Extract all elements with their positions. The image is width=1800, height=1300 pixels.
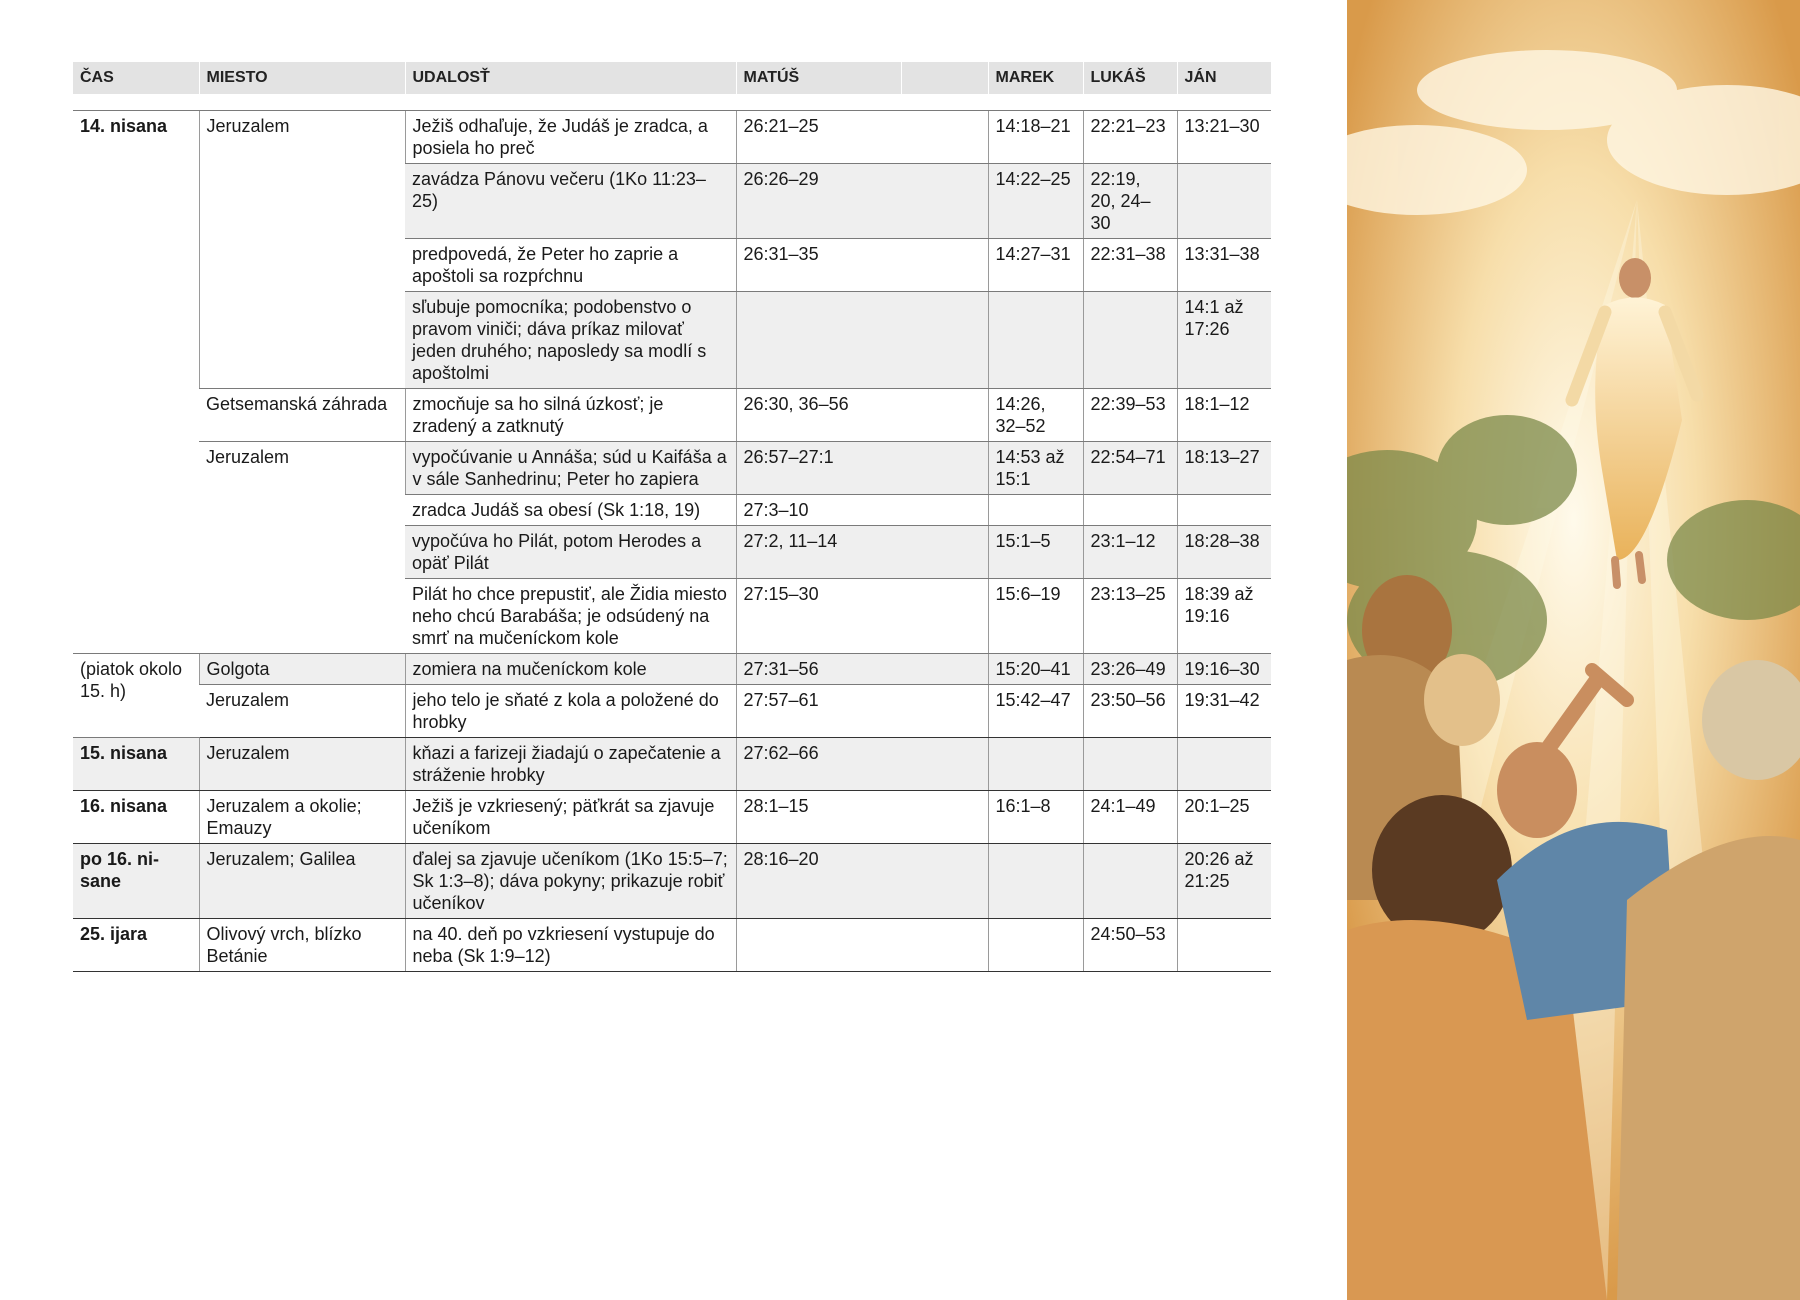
matthew-cell: 28:16–20	[736, 844, 988, 919]
gospel-chronology-table	[73, 62, 1271, 972]
place-cell: Olivový vrch, blízko Betánie	[199, 919, 405, 972]
place-cell: Jeruzalem	[199, 738, 405, 791]
header-spacer-row	[73, 94, 1271, 111]
mark-cell: 16:1–8	[988, 791, 1083, 844]
time-cell: 15. nisana	[73, 738, 199, 791]
event-cell: Ježiš odhaľuje, že Judáš je zradca, a posiela ho preč	[405, 111, 736, 164]
matthew-cell: 26:21–25	[736, 111, 988, 164]
event-cell: predpovedá, že Peter ho zaprie a apoštoli sa rozpŕchnu	[405, 239, 736, 292]
luke-cell: 23:1–12	[1083, 526, 1177, 579]
matthew-cell: 28:1–15	[736, 791, 988, 844]
time-cell: 25. ijara	[73, 919, 199, 972]
header-event: UDALOSŤ	[405, 62, 736, 94]
event-cell: na 40. deň po vzkriesení vystupuje do neba (Sk 1:9–12)	[405, 919, 736, 972]
table-header-row	[73, 62, 1271, 94]
mark-cell	[988, 919, 1083, 972]
header-matthew: MATÚŠ	[736, 62, 901, 94]
mark-cell: 14:53 až 15:1	[988, 442, 1083, 495]
luke-cell: 23:13–25	[1083, 579, 1177, 654]
table-row	[73, 111, 1271, 164]
table-row	[73, 654, 1271, 685]
event-cell: jeho telo je sňaté z kola a položené do hrobky	[405, 685, 736, 738]
event-cell: zradca Judáš sa obesí (Sk 1:18, 19)	[405, 495, 736, 526]
john-cell	[1177, 738, 1271, 791]
luke-cell	[1083, 292, 1177, 389]
john-cell	[1177, 495, 1271, 526]
mark-cell	[988, 495, 1083, 526]
event-cell: sľubuje pomocníka; podobenstvo o pravom viniči; dáva príkaz milovať jeden druhého; naposledy sa modlí s apoštolmi	[405, 292, 736, 389]
john-cell: 13:31–38	[1177, 239, 1271, 292]
table-row	[73, 844, 1271, 919]
table-row	[73, 389, 1271, 442]
time-cell: po 16. nisane	[73, 844, 199, 919]
matthew-cell: 27:3–10	[736, 495, 988, 526]
event-cell: Pilát ho chce prepustiť, ale Židia miesto neho chcú Barabáša; je odsúdený na smrť na mučeníckom kole	[405, 579, 736, 654]
table-row	[73, 442, 1271, 495]
mark-cell: 14:22–25	[988, 164, 1083, 239]
mark-cell	[988, 844, 1083, 919]
luke-cell	[1083, 495, 1177, 526]
header-luke: LUKÁŠ	[1083, 62, 1177, 94]
luke-cell: 24:50–53	[1083, 919, 1177, 972]
john-cell: 13:21–30	[1177, 111, 1271, 164]
john-cell: 14:1 až 17:26	[1177, 292, 1271, 389]
event-cell: zmocňuje sa ho silná úzkosť; je zradený a zatknutý	[405, 389, 736, 442]
john-cell: 18:1–12	[1177, 389, 1271, 442]
john-cell: 19:16–30	[1177, 654, 1271, 685]
luke-cell: 22:54–71	[1083, 442, 1177, 495]
john-cell: 18:13–27	[1177, 442, 1271, 495]
place-cell: Getsemanská záhrada	[199, 389, 405, 442]
table-row	[73, 685, 1271, 738]
mark-cell: 15:20–41	[988, 654, 1083, 685]
matthew-cell	[736, 292, 988, 389]
event-cell: vypočúva ho Pilát, potom Herodes a opäť Pilát	[405, 526, 736, 579]
matthew-cell: 27:2, 11–14	[736, 526, 988, 579]
ascension-illustration-svg	[1347, 0, 1800, 1300]
luke-cell: 23:26–49	[1083, 654, 1177, 685]
matthew-cell	[736, 919, 988, 972]
place-cell: Jeruzalem a okolie; Emauzy	[199, 791, 405, 844]
event-cell: zomiera na mučeníckom kole	[405, 654, 736, 685]
mark-cell: 15:42–47	[988, 685, 1083, 738]
place-cell: Jeruzalem	[199, 442, 405, 654]
table-row	[73, 791, 1271, 844]
event-cell: ďalej sa zjavuje učeníkom (1Ko 15:5–7; Sk 1:3–8); dáva pokyny; prikazuje robiť učeníkov	[405, 844, 736, 919]
matthew-cell: 26:26–29	[736, 164, 988, 239]
luke-cell: 23:50–56	[1083, 685, 1177, 738]
header-john: JÁN	[1177, 62, 1271, 94]
header-place: MIESTO	[199, 62, 405, 94]
mark-cell: 15:1–5	[988, 526, 1083, 579]
place-cell: Golgota	[199, 654, 405, 685]
matthew-cell: 27:31–56	[736, 654, 988, 685]
matthew-cell: 26:57–27:1	[736, 442, 988, 495]
luke-cell: 22:21–23	[1083, 111, 1177, 164]
mark-cell: 14:26, 32–52	[988, 389, 1083, 442]
matthew-cell: 27:62–66	[736, 738, 988, 791]
matthew-cell: 27:57–61	[736, 685, 988, 738]
john-cell: 18:28–38	[1177, 526, 1271, 579]
luke-cell: 22:39–53	[1083, 389, 1177, 442]
ascension-illustration	[1347, 0, 1800, 1300]
time-cell: 16. nisana	[73, 791, 199, 844]
mark-cell	[988, 738, 1083, 791]
mark-cell	[988, 292, 1083, 389]
mark-cell: 15:6–19	[988, 579, 1083, 654]
matthew-cell: 26:30, 36–56	[736, 389, 988, 442]
event-cell: zavádza Pánovu večeru (1Ko 11:23–25)	[405, 164, 736, 239]
event-cell: Ježiš je vzkriesený; päťkrát sa zjavuje učeníkom	[405, 791, 736, 844]
header-time: ČAS	[73, 62, 199, 94]
time-cell: 14. nisana	[73, 111, 199, 654]
luke-cell: 24:1–49	[1083, 791, 1177, 844]
event-cell: kňazi a farizeji žiadajú o zapečatenie a stráženie hrobky	[405, 738, 736, 791]
luke-cell: 22:31–38	[1083, 239, 1177, 292]
gospel-chronology-table-container	[73, 62, 1271, 972]
luke-cell: 22:19, 20, 24–30	[1083, 164, 1177, 239]
table-row	[73, 738, 1271, 791]
place-cell: Jeruzalem; Galilea	[199, 844, 405, 919]
mark-cell: 14:27–31	[988, 239, 1083, 292]
john-cell	[1177, 919, 1271, 972]
place-cell: Jeruzalem	[199, 685, 405, 738]
time-cell: (piatok okolo 15. h)	[73, 654, 199, 738]
matthew-cell: 26:31–35	[736, 239, 988, 292]
mark-cell: 14:18–21	[988, 111, 1083, 164]
john-cell	[1177, 164, 1271, 239]
header-matthew-spacer	[901, 62, 988, 94]
event-cell: vypočúvanie u Annáša; súd u Kaifáša a v sále Sanhedrinu; Peter ho zapiera	[405, 442, 736, 495]
table-row	[73, 919, 1271, 972]
luke-cell	[1083, 738, 1177, 791]
john-cell: 20:1–25	[1177, 791, 1271, 844]
john-cell: 20:26 až 21:25	[1177, 844, 1271, 919]
matthew-cell: 27:15–30	[736, 579, 988, 654]
john-cell: 19:31–42	[1177, 685, 1271, 738]
luke-cell	[1083, 844, 1177, 919]
john-cell: 18:39 až 19:16	[1177, 579, 1271, 654]
header-mark: MAREK	[988, 62, 1083, 94]
place-cell: Jeruzalem	[199, 111, 405, 389]
